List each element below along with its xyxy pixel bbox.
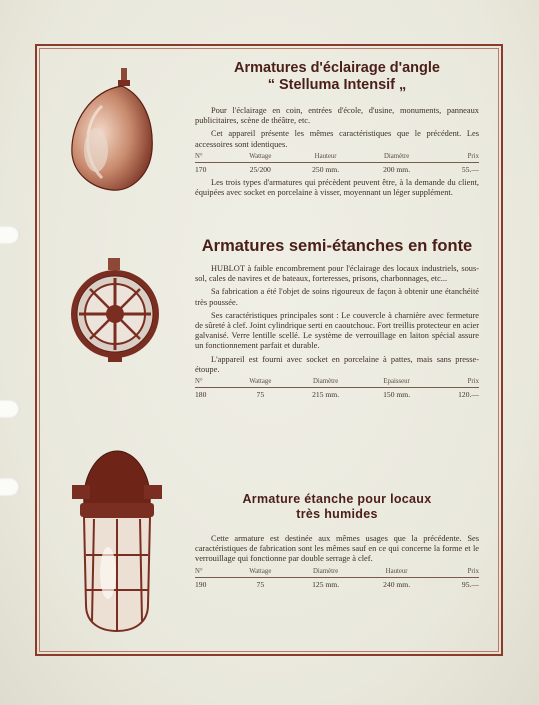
table-cell: 150 mm.	[383, 390, 411, 400]
column-header: Wattage	[229, 568, 291, 578]
paragraph: Pour l'éclairage en coin, entrées d'école, d'usine, monuments, panneaux publicitaires, scène de théâtre, etc.	[195, 106, 479, 126]
column-header: Hauteur	[360, 568, 434, 578]
corner-lamp-section	[195, 60, 479, 201]
table-cell: 240 mm.	[383, 579, 411, 589]
table-cell: 180	[195, 390, 207, 400]
spec-table	[195, 153, 479, 174]
section-title: Armature étanche pour locaux	[242, 492, 432, 506]
product-name: “ Stelluma Intensif „	[267, 77, 407, 93]
table-row	[195, 162, 479, 174]
punch-hole	[0, 400, 20, 418]
column-header: Prix	[434, 568, 479, 578]
spec-table	[195, 378, 479, 399]
waterproof-lamp-illustration	[64, 445, 170, 637]
column-header: Hauteur	[292, 153, 360, 163]
column-header: N°	[195, 378, 229, 388]
table-cell: 190	[195, 579, 207, 589]
paragraph: Sa fabrication a été l'objet de soins rigoureux de façon à obtenir une étanchéité très poussée.	[195, 287, 479, 307]
column-header: Wattage	[229, 378, 291, 388]
column-header: Diamètre	[292, 568, 360, 578]
paragraph: Cette armature est destinée aux mêmes usages que la précédente. Ses caractéristiques de fabrication sont les mêmes sauf en ce qui concerne la forme et le verrouillage qui fonctionne par double serrage à clef.	[195, 534, 479, 564]
paragraph: Cet appareil présente les mêmes caractéristiques que le précédent. Les accessoires sont identiques.	[195, 129, 479, 149]
column-header: N°	[195, 153, 229, 163]
table-cell: 125 mm.	[312, 579, 340, 589]
table-cell: 170	[195, 164, 207, 174]
section-title: Armatures semi-étanches en fonte	[201, 237, 473, 255]
table-cell: 200 mm.	[383, 164, 411, 174]
table-cell: 95.—	[461, 579, 479, 589]
corner-lamp-illustration	[62, 62, 162, 194]
column-header: Diamètre	[292, 378, 360, 388]
punch-hole	[0, 226, 20, 244]
punch-hole	[0, 478, 20, 496]
bulkhead-lamp-illustration	[66, 256, 164, 366]
column-header: N°	[195, 568, 229, 578]
spec-table	[195, 568, 479, 589]
table-cell: 250 mm.	[312, 164, 340, 174]
bulkhead-lamp-section	[195, 236, 479, 403]
paragraph: L'appareil est fourni avec socket en porcelaine à pattes, mais sans presse-étoupe.	[195, 354, 479, 374]
table-cell: 75	[256, 390, 265, 400]
table-cell: 215 mm.	[312, 390, 340, 400]
table-cell: 25/200	[249, 164, 271, 174]
column-header: Prix	[434, 378, 479, 388]
column-header: Wattage	[229, 153, 291, 163]
paragraph: Ses caractéristiques principales sont : Le couvercle à charnière avec fermeture de sûreté à clef. Joint cylindrique serti en caoutchouc. Fort treillis protecteur en acier galvanisé. Verre lentille scellé. Le système de verrouillage en laiton spécial assure un fonctionnement parfait et durable.	[195, 310, 479, 351]
paragraph: HUBLOT à faible encombrement pour l'éclairage des locaux industriels, sous-sol, cales de navires et de bateaux, forteresses, prisons, charbonnages, etc...	[195, 264, 479, 284]
table-row	[195, 577, 479, 589]
section-subtitle: très humides	[296, 507, 378, 521]
table-cell: 120.—	[458, 390, 479, 400]
waterproof-lamp-section	[195, 492, 479, 593]
table-row	[195, 388, 479, 400]
column-header: Epaisseur	[360, 378, 434, 388]
column-header: Prix	[434, 153, 479, 163]
table-cell: 75	[256, 579, 265, 589]
table-cell: 55.—	[461, 164, 479, 174]
section-title: Armatures d'éclairage d'angle	[234, 60, 440, 76]
column-header: Diamètre	[360, 153, 434, 163]
note-paragraph: Les trois types d'armatures qui précèdent peuvent être, à la demande du client, équipées avec socket en porcelaine à visser, moyennant un léger supplément.	[195, 177, 479, 198]
